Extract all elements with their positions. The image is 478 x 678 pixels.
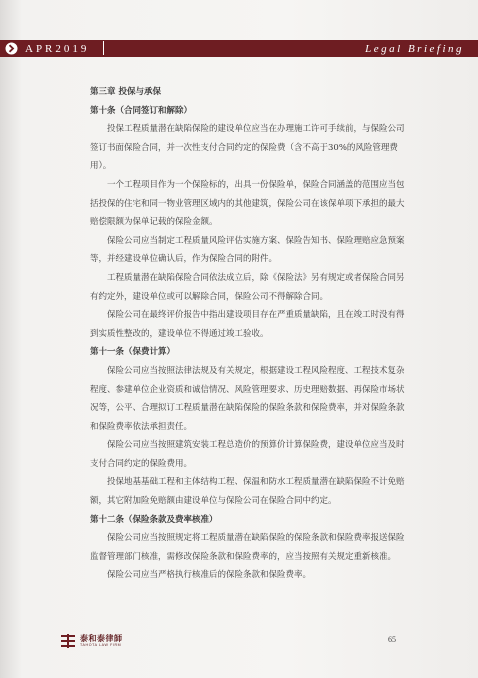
paragraph: 保险公司应当按照规定将工程质量潜在缺陷保险的保险条款和保险费率报送保险监督管理部门核准，需修改保险条款和保险费率的，应当按照有关规定重新核准。: [90, 533, 405, 562]
section-title: Legal Briefing: [365, 42, 464, 55]
paragraph: 一个工程项目作为一个保险标的，出具一份保险单，保险合同涵盖的范围应当包括投保的住宅和同一物业管理区域内的其他建筑，保险公司在该保单项下承担的最大赔偿限额为保单记载的保险金额。: [90, 179, 405, 228]
firm-name-en: TAHOTA LAW FIRM: [80, 643, 122, 647]
page-footer: [60, 630, 420, 670]
firm-logo: [60, 633, 123, 649]
header-date-group: [5, 40, 89, 57]
header-bar: [0, 40, 478, 57]
paragraph: 保险公司在最终评价报告中指出建设项目存在严重质量缺陷，且在竣工时没有得到实质性整改的，建设单位不得通过竣工验收。: [90, 310, 405, 339]
chapter-heading: 第三章 投保与承保: [90, 87, 161, 97]
paragraph: 保险公司应当按照建筑安装工程总造价的预算价计算保险费，建设单位应当及时支付合同约定的保险费用。: [90, 440, 405, 469]
article-11-title: 第十一条（保费计算）: [90, 347, 176, 358]
article-body: [90, 83, 408, 585]
article-12-title: 第十二条（保险条款及费率核准）: [90, 514, 218, 525]
chevron-right-icon: [5, 42, 20, 55]
article-10-title: 第十条（合同签订和解除）: [90, 105, 193, 116]
firm-name-cn: 泰和泰律師: [80, 633, 123, 643]
paragraph: 投保工程质量潜在缺陷保险的建设单位应当在办理施工许可手续前，与保险公司签订书面保险合同，并一次性支付合同约定的保险费（含不高于30%的风险管理费用）。: [90, 124, 405, 172]
issue-date: APR2019: [25, 42, 90, 55]
firm-logo-icon: [60, 633, 76, 649]
paragraph: 工程质量潜在缺陷保险合同依法成立后，除《保险法》另有规定或者保险合同另有约定外，建设单位或可以解除合同，保险公司不得解除合同。: [90, 272, 405, 302]
paragraph: 保险公司应当按照法律法规及有关规定，根据建设工程风险程度、工程技术复杂程度、参建单位企业资质和诚信情况、风险管理要求、历史理赔数据、再保险市场状况等，公平、合理拟订工程质量潜在缺陷保险的保险条款和保险费率，并对保险条款和保险费率依法承担责任。: [90, 365, 405, 432]
paragraph: 投保地基基础工程和主体结构工程、保温和防水工程质量潜在缺陷保险不计免赔额，其它附加险免赔额由建设单位与保险公司在保险合同中约定。: [90, 477, 405, 507]
paragraph: 保险公司应当制定工程质量风险评估实施方案、保险告知书、保险理赔应急预案等，并经建设单位确认后，作为保险合同的附件。: [90, 235, 405, 265]
page-number: 65: [388, 635, 396, 644]
paragraph: 保险公司应当严格执行核准后的保险条款和保险费率。: [107, 570, 312, 581]
header-divider: [103, 41, 104, 55]
